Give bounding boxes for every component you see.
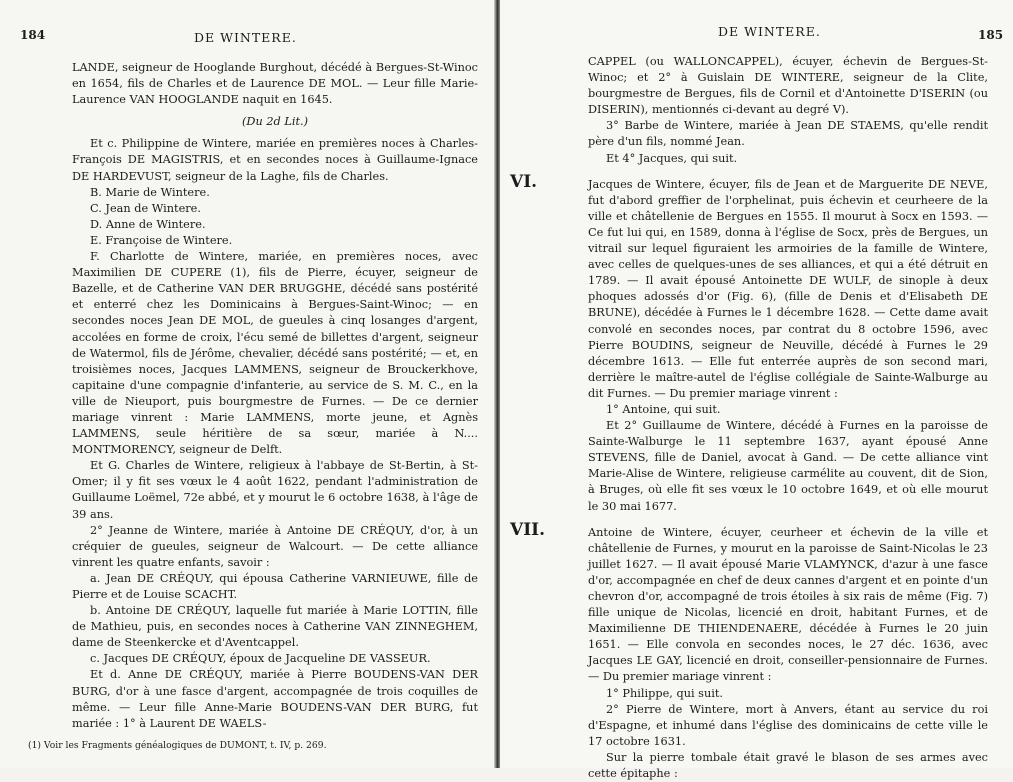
list-item: C. Jean de Wintere. bbox=[90, 201, 201, 215]
list-item: b. Antoine DE CRÉQUY, laquelle fut mariée à Marie LOTTIN, fille de Mathieu, puis, en secondes noces à Catherine VAN ZINNEGHEM, dame de Steenkercke et d'Aventcappel. bbox=[72, 604, 478, 650]
paragraph: CAPPEL (ou WALLONCAPPEL), écuyer, échevin de Bergues-St-Winoc; et 2° à Guislain DE WINTERE, seigneur de la Clite, bourgmestre de Bergues, fils de Cornil et d'Antoinette D'ISERIN (ou DISERIN), mentionnés ci-devant au degré V). bbox=[588, 55, 988, 117]
paragraph: Et G. Charles de Wintere, religieux à l'abbaye de St-Bertin, à St-Omer; il y fit ses vœux le 4 août 1622, pendant l'administration de Guillaume Loëmel, 72e abbé, et y mourut le 6 octobre 1638, à l'âge de 39 ans. bbox=[72, 459, 478, 521]
list-item: D. Anne de Wintere. bbox=[90, 217, 206, 231]
list-item: Et d. Anne DE CRÉQUY, mariée à Pierre BOUDENS-VAN DER BURG, d'or à une fasce d'argent, accompagnée de trois coquilles de même. — Leur fille Anne-Marie BOUDENS-VAN DER BURG, fut mariée : 1° à Laurent DE WAELS- bbox=[72, 668, 478, 730]
list-item: E. Françoise de Wintere. bbox=[90, 233, 233, 247]
section-label: (Du 2d Lit.) bbox=[242, 115, 308, 129]
left-running-head: DE WINTERE. bbox=[194, 30, 297, 45]
footnote: (1) Voir les Fragments généalogiques de DUMONT, t. IV, p. 269. bbox=[28, 740, 327, 751]
degree-numeral: VII. bbox=[510, 519, 546, 540]
spacer bbox=[588, 515, 988, 525]
left-page-number: 184 bbox=[20, 28, 46, 42]
degree-section-vi bbox=[510, 171, 988, 515]
list-item: 1° Antoine, qui suit. bbox=[606, 402, 721, 416]
paragraph: Et c. Philippine de Wintere, mariée en premières noces à Charles-François DE MAGISTRIS, et en secondes noces à Guillaume-Ignace DE HARDEVUST, seigneur de la Laghe, fils de Charles. bbox=[72, 137, 478, 183]
degree-numeral: VI. bbox=[510, 171, 538, 192]
paragraph: Antoine de Wintere, écuyer, ceurheer et échevin de la ville et châtellenie de Furnes, y mourut en la paroisse de Saint-Nicolas le 23 juillet 1627. — Il avait épousé Marie VLAMYNCK, d'azur à une fasce d'or, accompagnée en chef de deux cannes d'argent et en pointe d'un chevron d'or, accompagné de trois étoiles à six rais de même (Fig. 7) fille unique de Nicolas, licencié en droit, habitant Furnes, et de Maximilienne DE THIENDENAERE, décédée à Furnes le 20 juin 1651. — Elle convola en secondes noces, le 27 déc. 1636, avec Jacques LE GAY, licencié en droit, conseiller-pensionnaire de Furnes. — Du premier mariage vinrent : bbox=[588, 525, 988, 684]
degree-section-vii bbox=[510, 519, 988, 782]
list-item: 1° Philippe, qui suit. bbox=[606, 686, 724, 700]
paragraph: Sur la pierre tombale était gravé le blason de ses armes avec cette épitaphe : bbox=[588, 750, 988, 781]
right-page bbox=[500, 0, 1013, 781]
paragraph: F. Charlotte de Wintere, mariée, en premières noces, avec Maximilien DE CUPERE (1), fils de Pierre, écuyer, seigneur de Bazelle, et de Catherine VAN DER BRUGGHE, décédé sans postérité et enterré chez les Dominicains à Bergues-Saint-Winoc; — en secondes noces Jean DE MOL, de gueules à cinq losanges d'argent, accolées en forme de croix, l'écu semé de billettes d'argent, seigneur de Watermol, fils de Jérôme, chevalier, décédé sans postérité; — et, en troisièmes noces, Jacques LAMMENS, seigneur de Brouckerkhove, capitaine d'une compagnie d'infanterie, au service de S. M. C., en la ville de Nieuport, puis bourgmestre de Furnes. — De ce dernier mariage vinrent : Marie LAMMENS, morte jeune, et Agnès LAMMENS, seule héritière de sa sœur, mariée à N.... MONTMORENCY, seigneur de Delft. bbox=[72, 250, 478, 457]
left-body-text bbox=[72, 60, 478, 732]
paragraph: 2° Jeanne de Wintere, mariée à Antoine DE CRÉQUY, d'or, à un créquier de gueules, seigneur de Walcourt. — De cette alliance vinrent les quatre enfants, savoir : bbox=[72, 523, 478, 569]
list-item: a. Jean DE CRÉQUY, qui épousa Catherine VARNIEUWE, fille de Pierre et de Louise SCACHT. bbox=[72, 571, 478, 601]
paragraph: 3° Barbe de Wintere, mariée à Jean DE STAEMS, qu'elle rendit père d'un fils, nommé Jean. bbox=[588, 119, 988, 149]
list-item: c. Jacques DE CRÉQUY, époux de Jacqueline DE VASSEUR. bbox=[90, 652, 431, 666]
paragraph: Et 4° Jacques, qui suit. bbox=[606, 151, 738, 165]
right-body-text bbox=[510, 54, 988, 782]
right-page-number: 185 bbox=[978, 28, 1004, 42]
right-running-head: DE WINTERE. bbox=[718, 24, 821, 39]
left-page bbox=[0, 0, 496, 768]
paragraph: Jacques de Wintere, écuyer, fils de Jean et de Marguerite DE NEVE, fut d'abord greffier de l'orphelinat, puis échevin et ceurheere de la ville et châtellenie de Bergues en 1555. Il mourut à Socx en 1593. — Ce fut lui qui, en 1589, donna à l'église de Socx, près de Bergues, un vitrail sur lequel figuraient les armoiries de la famille de Wintere, avec celles de quelques-unes de ses alliances, et qui a été détruit en 1789. — Il avait épousé Antoinette DE WULF, de sinople à deux phoques adossés d'or (Fig. 6), (fille de Denis et d'Elisabeth DE BRUNE), décédée à Furnes le 1 décembre 1628. — Cette dame avait convolé en secondes noces, par contrat du 8 octobre 1596, avec Pierre BOUDINS, seigneur de Neuville, décédé à Furnes le 29 décembre 1613. — Elle fut enterrée auprès de son second mari, derrière le maître-autel de l'église collégiale de Sainte-Walburge au dit Furnes. — Du premier mariage vinrent : bbox=[588, 177, 988, 400]
paragraph: LANDE, seigneur de Hooglande Burghout, décédé à Bergues-St-Winoc en 1654, fils de Charles et de Laurence DE MOL. — Leur fille Marie-Laurence VAN HOOGLANDE naquit en 1645. bbox=[72, 61, 478, 107]
paragraph: 2° Pierre de Wintere, mort à Anvers, étant au service du roi d'Espagne, et inhumé dans l'église des dominicains de cette ville le 17 octobre 1631. bbox=[588, 702, 988, 748]
list-item: B. Marie de Wintere. bbox=[90, 185, 210, 199]
spacer bbox=[588, 167, 988, 177]
paragraph: Et 2° Guillaume de Wintere, décédé à Furnes en la paroisse de Sainte-Walburge le 11 septembre 1637, ayant épousé Anne STEVENS, fille de Daniel, avocat à Gand. — De cette alliance vint Marie-Alise de Wintere, religieuse carmélite au couvent, dit de Sion, à Bruges, où elle fit ses vœux le 10 octobre 1649, et où elle mourut le 30 mai 1677. bbox=[588, 419, 988, 513]
